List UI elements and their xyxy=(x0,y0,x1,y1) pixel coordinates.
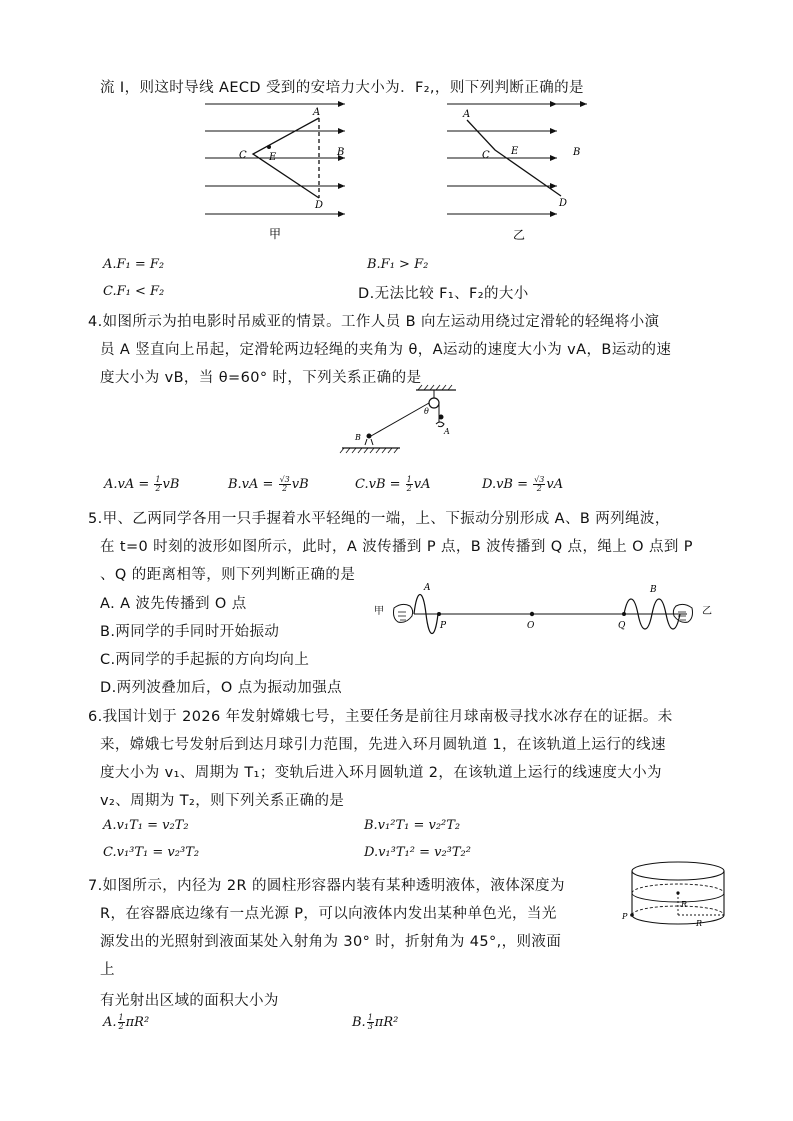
label-b: B xyxy=(650,585,657,595)
q7-option-a: A. $\frac{1}{2}$ πR² xyxy=(103,1013,150,1031)
q4-option-d: D.vB = $\frac{√3}{2}$ vA xyxy=(482,475,564,493)
q3-option-c: C.F₁ < F₂ xyxy=(103,284,165,299)
label-b: B xyxy=(355,433,361,442)
q7-line3: 源发出的光照射到液面某处入射角为 30° 时，折射角为 45°,，则液面 xyxy=(100,934,562,950)
label-d-right: D xyxy=(559,198,568,209)
q6-line2: 来，嫦娥七号发射后到达月球引力范围，先进入环月圆轨道 1，在该轨道上运行的线速 xyxy=(100,737,666,753)
label-jia: 甲 xyxy=(374,606,384,617)
label-o: O xyxy=(527,621,535,631)
q7-option-b: B. $\frac{1}{3}$ πR² xyxy=(352,1013,399,1031)
q5-option-d: D.两列波叠加后，O 点为振动加强点 xyxy=(100,680,342,696)
label-b-right: B xyxy=(573,147,581,158)
q6-option-b: B.v₁²T₁ = v₂²T₂ xyxy=(364,818,461,833)
q6-option-d: D.v₁³T₁² = v₂³T₂² xyxy=(364,845,471,860)
q4-line3: 度大小为 vB，当 θ=60° 时，下列关系正确的是 xyxy=(100,370,422,386)
q7-cylinder-figure xyxy=(620,855,730,935)
q6-option-a: A.v₁T₁ = v₂T₂ xyxy=(103,818,189,833)
q5-line1: 5.甲、乙两同学各用一只手握着水平轻绳的一端，上、下振动分别形成 A、B 两列绳波， xyxy=(88,511,670,527)
q5-option-a: A. A 波先传播到 O 点 xyxy=(100,596,247,612)
q3-option-d: D.无法比较 F₁、F₂的大小 xyxy=(358,286,529,302)
q6-option-c: C.v₁³T₁ = v₂³T₂ xyxy=(103,845,200,860)
q5-option-b: B.两同学的手同时开始振动 xyxy=(100,624,280,640)
label-a-right: A xyxy=(463,109,471,120)
q5-option-c: C.两同学的手起振的方向均向上 xyxy=(100,652,310,668)
q4-option-b: B.vA = $\frac{√3}{2}$ vB xyxy=(228,475,309,493)
q5-rope-figure xyxy=(372,580,717,648)
label-theta: θ xyxy=(424,407,429,416)
label-q: Q xyxy=(618,621,626,631)
caption-jia: 甲 xyxy=(269,227,282,241)
label-c: C xyxy=(239,150,247,161)
q3-option-a: A.F₁ = F₂ xyxy=(103,257,165,272)
q4-line2: 员 A 竖直向上吊起，定滑轮两边轻绳的夹角为 θ，A运动的速度大小为 vA，B运动的速 xyxy=(100,342,672,358)
label-a: A xyxy=(424,583,431,593)
q3-figure xyxy=(195,96,581,246)
caption-yi: 乙 xyxy=(513,228,526,242)
label-r2: R xyxy=(696,919,703,928)
label-p: P xyxy=(440,621,447,631)
q4-pulley-figure xyxy=(338,384,468,458)
label-e: E xyxy=(269,152,277,163)
q6-line1: 6.我国计划于 2026 年发射嫦娥七号，主要任务是前往月球南极寻找水冰存在的证据。未 xyxy=(88,709,673,725)
label-yi: 乙 xyxy=(702,606,712,617)
q4-option-a: A.vA = $\frac{1}{2}$ vB xyxy=(104,475,180,493)
q4-option-c: C.vB = $\frac{1}{2}$ vA xyxy=(355,475,431,493)
pulley xyxy=(429,398,439,408)
q6-line4: v₂、周期为 T₂，则下列关系正确的是 xyxy=(100,793,345,809)
label-d: D xyxy=(315,200,324,211)
label-a: A xyxy=(313,107,321,118)
q7-line2: R，在容器底边缘有一点光源 P，可以向液体内发出某种单色光，当光 xyxy=(100,906,557,922)
label-c-right: C xyxy=(482,150,490,161)
q5-line3: 、Q 的距离相等，则下列判断正确的是 xyxy=(100,567,356,583)
label-b: B xyxy=(337,147,345,158)
rope-b xyxy=(371,403,429,436)
q5-line2: 在 t=0 时刻的波形如图所示，此时，A 波传播到 P 点，B 波传播到 Q 点，绳上 O 点到 P xyxy=(100,539,693,555)
q7-line4: 上 xyxy=(100,962,115,978)
q6-line3: 度大小为 v₁、周期为 T₁；变轨后进入环月圆轨道 2，在该轨道上运行的线速度大小为 xyxy=(100,765,662,781)
label-a: A xyxy=(444,427,450,436)
intro-line: 流 I，则这时导线 AECD 受到的安培力大小为．F₂,，则下列判断正确的是 xyxy=(100,80,584,96)
label-r1: R xyxy=(681,900,688,909)
q7-line5: 有光射出区域的面积大小为 xyxy=(100,993,279,1009)
q4-line1: 4.如图所示为拍电影时吊威亚的情景。工作人员 B 向左运动用绕过定滑轮的轻绳将小演 xyxy=(88,314,660,330)
label-e-right: E xyxy=(511,146,519,157)
label-p: P xyxy=(622,912,628,921)
q3-option-b: B.F₁ > F₂ xyxy=(367,257,429,272)
q7-line1: 7.如图所示，内径为 2R 的圆柱形容器内装有某种透明液体，液体深度为 xyxy=(88,878,565,894)
